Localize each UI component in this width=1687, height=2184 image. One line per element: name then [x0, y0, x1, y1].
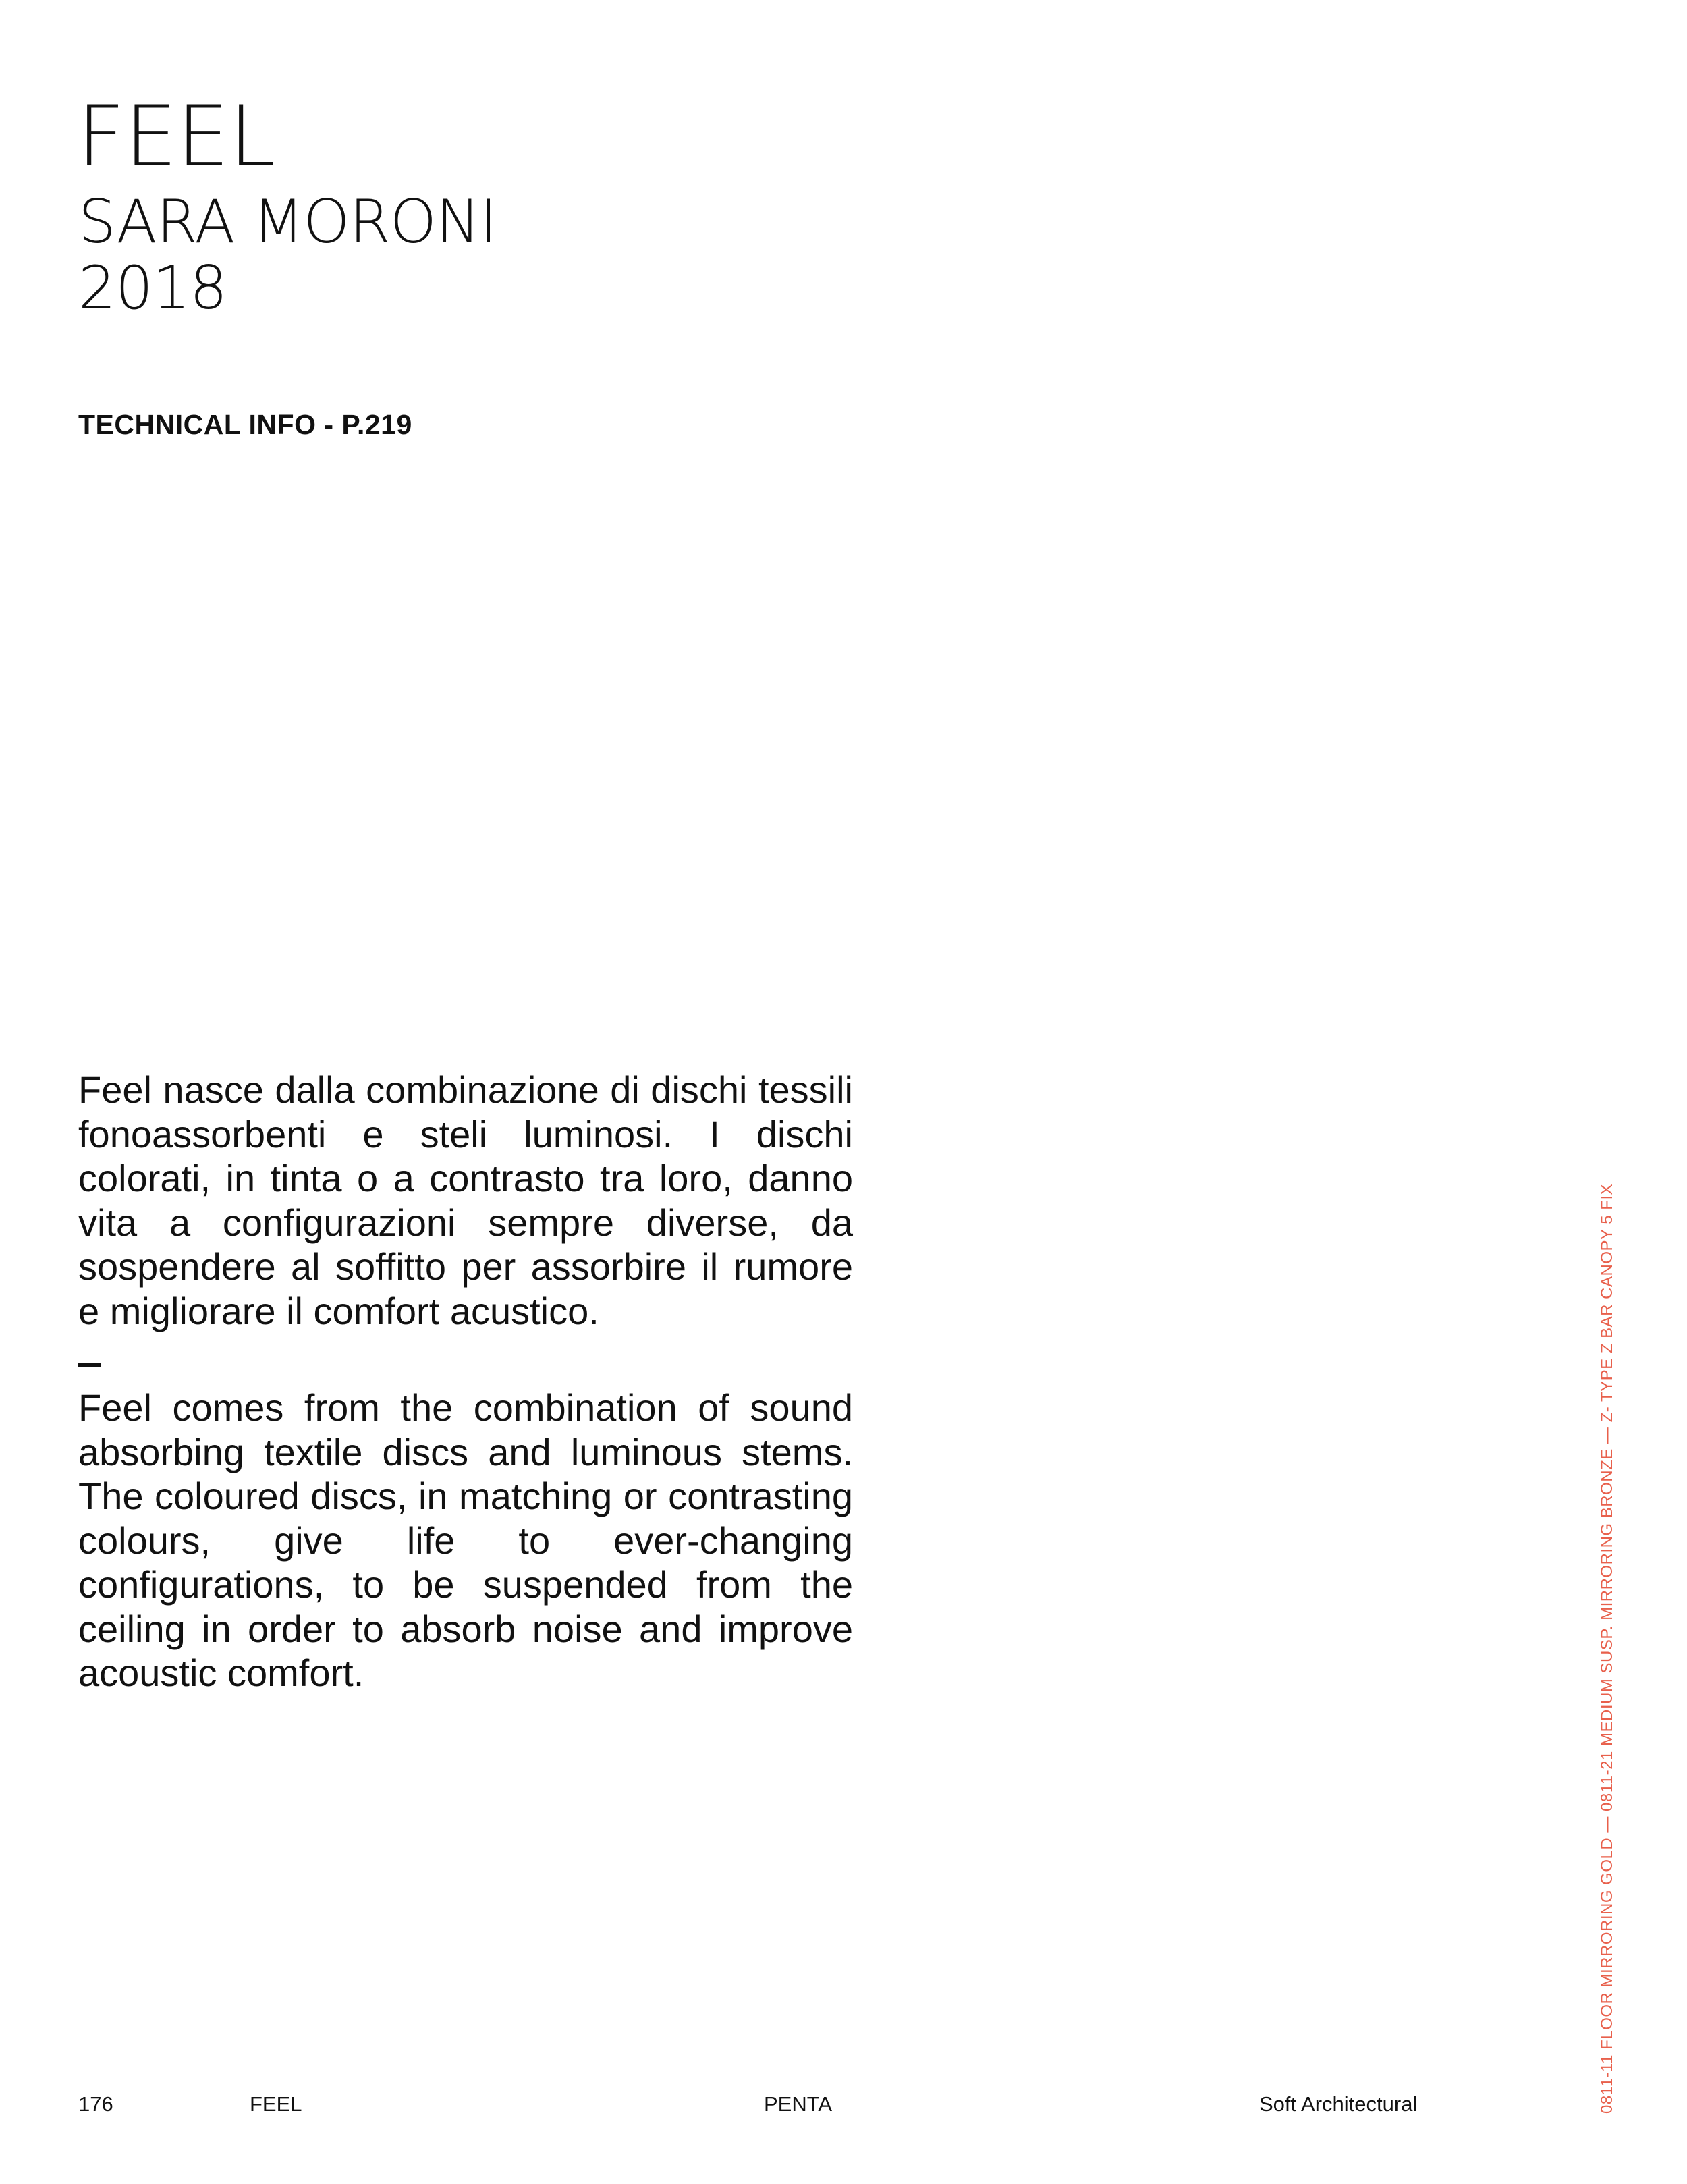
description-italian: Feel nasce dalla combinazione di dischi tessili fonoassorbenti e steli luminosi. I dischi colorati, in tinta o a contrasto tra loro, danno vita a configurazioni sempre diverse, da sospendere al soffitto per assorbire il rumore e migliorare il comfort acustico. — [78, 1068, 853, 1332]
technical-info-reference: TECHNICAL INFO - P.219 — [78, 409, 412, 440]
footer-section: Soft Architectural — [1259, 2092, 1418, 2116]
designer-block — [78, 189, 497, 321]
footer-product-name: FEEL — [250, 2092, 302, 2116]
page-title: FEEL — [77, 88, 275, 186]
page-number: 176 — [78, 2092, 113, 2116]
design-year: 2018 — [78, 253, 227, 323]
product-caption: 0811-11 FLOOR MIRRORING GOLD — 0811-21 MEDIUM SUSP. MIRRORING BRONZE — Z- TYPE Z BAR CANOPY 5 FIX — [1598, 1183, 1616, 2114]
description — [78, 1068, 853, 1695]
description-english: Feel comes from the combination of sound absorbing textile discs and luminous stems. The coloured discs, in matching or contrasting colours, give life to ever-changing configurations, to be suspended from the ceiling in order to absorb noise and improve acoustic comfort. — [78, 1386, 853, 1694]
footer-brand: PENTA — [764, 2092, 833, 2116]
designer-name: SARA MORONI — [78, 187, 497, 256]
language-separator — [78, 1363, 101, 1367]
